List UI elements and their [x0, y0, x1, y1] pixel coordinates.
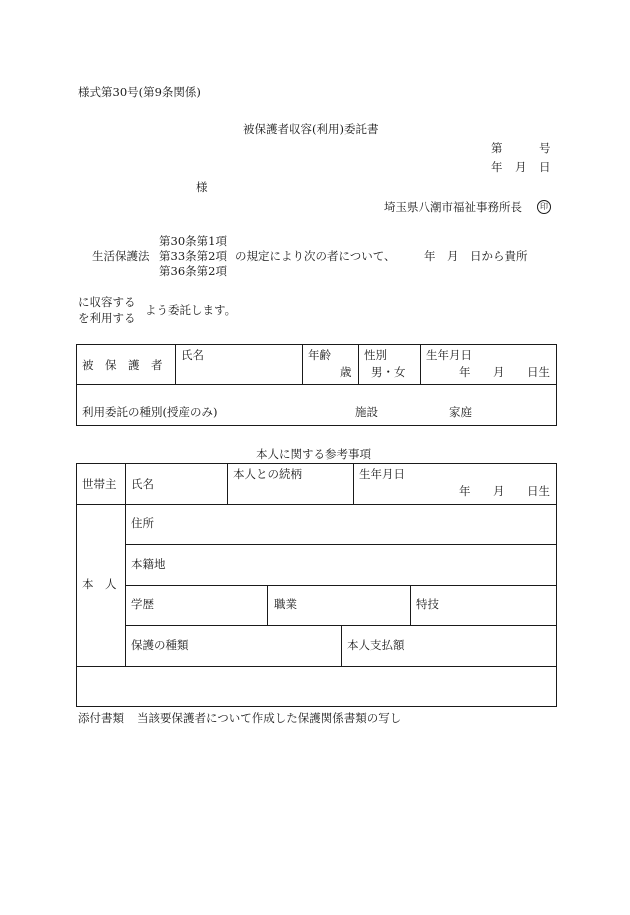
facility-option: 施設 [355, 405, 378, 419]
body-month: 月 [447, 249, 459, 263]
attachments-text: 当該要保護者について作成した保護関係書類の写し [137, 711, 402, 725]
sex-options: 男・女 [371, 365, 406, 379]
option-use: を利用する [78, 311, 136, 325]
article-36: 第36条第2項 [159, 264, 227, 278]
article-30: 第30条第1項 [159, 234, 227, 248]
age-label: 年齢 [308, 348, 331, 362]
birth-month: 月 [493, 365, 505, 379]
body-text: の規定により次の者について、 [235, 249, 396, 263]
addressee-honorific: 様 [196, 180, 208, 194]
form-number: 様式第30号(第9条関係) [78, 85, 201, 99]
self-payment-label: 本人支払額 [347, 638, 405, 652]
date-month: 月 [515, 160, 527, 174]
head-of-household-label: 世帯主 [82, 477, 117, 491]
reference-name-label: 氏名 [131, 477, 154, 491]
reference-title: 本人に関する参考事項 [256, 447, 371, 461]
domicile-label: 本籍地 [131, 557, 166, 571]
birth-day: 日生 [527, 365, 550, 379]
closing-text: よう委託します。 [145, 303, 237, 317]
skills-label: 特技 [416, 597, 439, 611]
date-day: 日 [539, 160, 551, 174]
seal-mark: 印 [537, 200, 551, 214]
doc-number-prefix: 第 [491, 141, 503, 155]
law-name: 生活保護法 [92, 249, 150, 263]
date-year: 年 [491, 160, 503, 174]
occupation-label: 職業 [274, 597, 297, 611]
protected-person-label: 被 保 護 者 [82, 358, 163, 372]
relation-label: 本人との続柄 [233, 467, 302, 481]
protection-type-label: 保護の種類 [131, 638, 189, 652]
body-year: 年 [424, 249, 436, 263]
article-33: 第33条第2項 [159, 249, 227, 263]
sex-label: 性別 [364, 348, 387, 362]
age-unit: 歳 [340, 365, 352, 379]
home-option: 家庭 [449, 405, 472, 419]
issuer: 埼玉県八潮市福祉事務所長 [384, 200, 522, 214]
birth-year: 年 [459, 365, 471, 379]
body-day-from: 日から貴所 [470, 249, 528, 263]
address-label: 住所 [131, 516, 154, 530]
name-label: 氏名 [181, 348, 204, 362]
reference-birth-label: 生年月日 [359, 467, 405, 481]
usage-type-label: 利用委託の種別(授産のみ) [82, 405, 218, 419]
doc-number-suffix: 号 [539, 141, 551, 155]
document-title: 被保護者収容(利用)委託書 [243, 122, 379, 136]
reference-birth-year: 年 [459, 484, 471, 498]
attachments-label: 添付書類 [78, 711, 124, 725]
education-label: 学歴 [131, 597, 154, 611]
self-label: 本 人 [82, 577, 117, 591]
option-accommodate: に収容する [78, 295, 136, 309]
reference-birth-day: 日生 [527, 484, 550, 498]
reference-birth-month: 月 [493, 484, 505, 498]
birth-label: 生年月日 [426, 348, 472, 362]
